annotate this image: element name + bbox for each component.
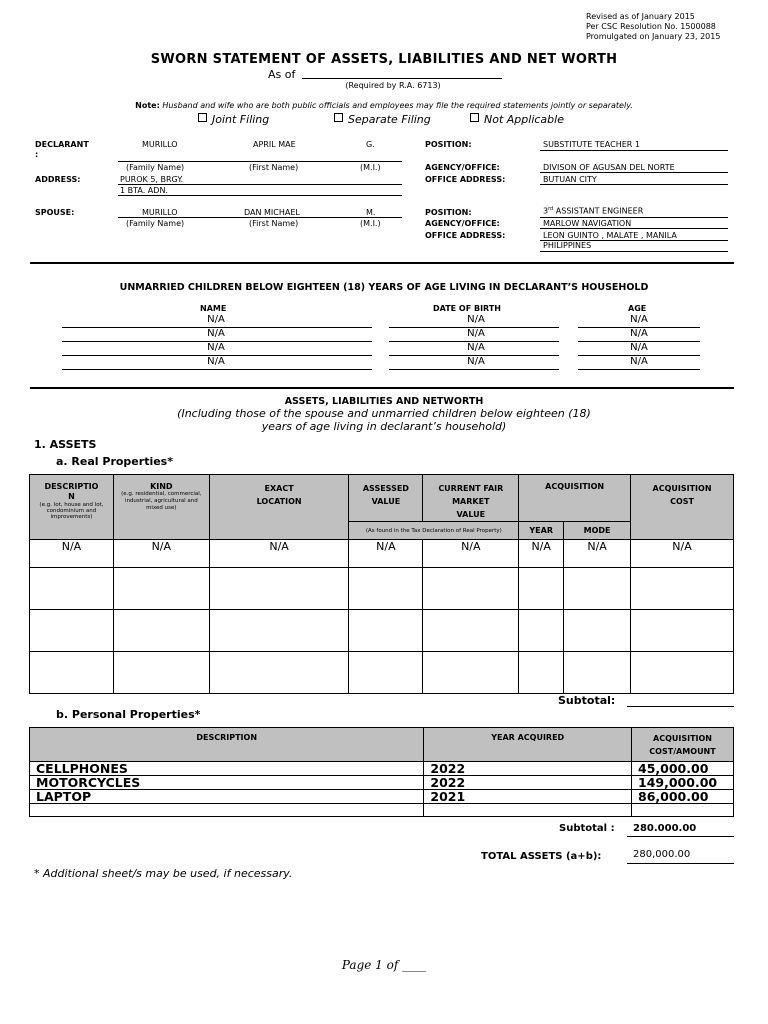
children-name-header: NAME: [200, 304, 227, 313]
address-line-1: PUROK 5, BRGY.: [120, 175, 184, 184]
rp-description-b: N: [68, 492, 75, 501]
total-assets-label: TOTAL ASSETS (a+b):: [481, 851, 602, 862]
pp-cell-cost: 149,000.00: [632, 776, 734, 790]
spouse-position-prefix: 3: [543, 206, 549, 216]
rp-location-header: [209, 475, 349, 540]
children-age-header: AGE: [628, 304, 647, 313]
pp-cost-2: COST/AMOUNT: [649, 747, 716, 756]
total-assets-line: [627, 863, 734, 864]
declarant-colon: :: [35, 150, 39, 159]
spouse-mi-caption: (M.I.): [360, 219, 381, 228]
child-age-cell: N/A: [630, 328, 648, 339]
declarant-office-address: BUTUAN CITY: [543, 175, 597, 184]
revision-info: [586, 12, 720, 42]
page-title: SWORN STATEMENT OF ASSETS, LIABILITIES AND NET WORTH: [150, 52, 618, 67]
table-row: [30, 652, 734, 694]
child-row-line: [578, 369, 700, 370]
child-name-cell: N/A: [207, 356, 225, 367]
child-name-cell: N/A: [207, 328, 225, 339]
rp-cost-1: ACQUISITION: [652, 484, 712, 493]
office-address-label: OFFICE ADDRESS:: [425, 175, 506, 184]
spouse-position: [543, 206, 643, 216]
rp-assessed-1: ASSESSED: [362, 484, 409, 493]
joint-filing-option[interactable]: [198, 113, 269, 126]
section-divider: [30, 262, 734, 264]
rp-cell-assessed: N/A: [349, 540, 423, 568]
pp-subtotal-value: 280.000.00: [633, 823, 697, 834]
declarant-first-name: APRIL MAE: [253, 140, 296, 149]
rp-cost-header: [631, 475, 734, 540]
child-row-line: [389, 369, 559, 370]
spouse-family-name-caption: (Family Name): [126, 219, 185, 228]
spouse-office-address-label: OFFICE ADDRESS:: [425, 231, 506, 240]
spouse-agency-label: AGENCY/OFFICE:: [425, 219, 500, 228]
spouse-office-address-2: PHILIPPINES: [543, 241, 592, 250]
child-age-cell: N/A: [630, 356, 648, 367]
rp-cell-year: N/A: [519, 540, 564, 568]
rp-description-a: DESCRIPTIO: [44, 482, 99, 491]
rp-cell-description: N/A: [30, 540, 114, 568]
note-label: Note:: [135, 101, 160, 110]
table-row: [30, 540, 734, 568]
rp-year-header: YEAR: [519, 522, 564, 540]
separate-filing-label: Separate Filing: [348, 113, 431, 126]
pp-cell-year: 2022: [424, 762, 632, 776]
children-dob-header: DATE OF BIRTH: [433, 304, 501, 313]
spouse-position-line: [540, 217, 728, 218]
mi-caption: (M.I.): [360, 163, 381, 172]
pp-subtotal-label: Subtotal :: [559, 823, 615, 834]
rp-acquisition-label: ACQUISITION: [545, 482, 605, 491]
spouse-office-address-line: [540, 251, 728, 252]
checkbox-icon[interactable]: [334, 113, 343, 122]
rp-kind-note: (e.g. residential, commercial, industrial, agricultural and mixed use): [121, 491, 202, 511]
rp-fmv-3: VALUE: [456, 510, 486, 519]
child-dob-cell: N/A: [467, 356, 485, 367]
rp-cost-2: COST: [670, 497, 694, 506]
child-dob-cell: N/A: [467, 342, 485, 353]
spouse-first-name: DAN MICHAEL: [244, 208, 300, 217]
address-line: [118, 195, 402, 196]
checkbox-icon[interactable]: [470, 113, 479, 122]
child-name-cell: N/A: [207, 342, 225, 353]
table-row: [30, 804, 734, 817]
rp-acquisition-header: [519, 475, 631, 522]
table-row: [30, 610, 734, 652]
real-properties-heading: a. Real Properties*: [56, 455, 173, 468]
rp-description-header: [30, 475, 114, 540]
address-label: ADDRESS:: [35, 175, 81, 184]
rp-cell-location: N/A: [209, 540, 349, 568]
required-by: (Required by R.A. 6713): [345, 81, 441, 90]
checkbox-icon[interactable]: [198, 113, 207, 122]
child-dob-cell: N/A: [467, 314, 485, 325]
spouse-agency-line: [540, 228, 728, 229]
children-section-title: UNMARRIED CHILDREN BELOW EIGHTEEN (18) YEARS OF AGE LIVING IN DECLARANT’S HOUSEHOLD: [119, 282, 649, 293]
alnw-subtitle-1: (Including those of the spouse and unmarried children below eighteen (18): [177, 407, 591, 420]
declarant-position: SUBSTITUTE TEACHER 1: [543, 140, 640, 149]
pp-year-header: YEAR ACQUIRED: [424, 728, 632, 762]
pp-cell-description: LAPTOP: [30, 790, 424, 804]
agency-line: [540, 172, 728, 173]
assets-heading: 1. ASSETS: [34, 438, 97, 451]
spouse-first-name-caption: (First Name): [249, 219, 299, 228]
personal-properties-heading: b. Personal Properties*: [56, 708, 201, 721]
rp-fmv-1: CURRENT FAIR: [438, 484, 504, 493]
as-of-label: As of: [268, 68, 296, 81]
table-row: [30, 762, 734, 776]
rp-cell-cost: N/A: [631, 540, 734, 568]
declarant-agency: DIVISON OF AGUSAN DEL NORTE: [543, 163, 675, 172]
table-row: [30, 790, 734, 804]
office-address-line: [540, 184, 728, 185]
address-line: [118, 184, 402, 185]
spouse-position-rest: ASSISTANT ENGINEER: [553, 206, 644, 216]
rp-subtotal-field[interactable]: [627, 706, 734, 707]
family-name-caption: (Family Name): [126, 163, 185, 172]
pp-subtotal-line: [627, 836, 734, 837]
child-age-cell: N/A: [630, 314, 648, 325]
table-row: [30, 568, 734, 610]
joint-filing-label: Joint Filing: [212, 113, 270, 126]
declarant-label: DECLARANT: [35, 140, 89, 149]
table-row: [30, 776, 734, 790]
pp-cost-header: [632, 728, 734, 762]
child-age-cell: N/A: [630, 342, 648, 353]
rp-cell-mode: N/A: [564, 540, 631, 568]
rp-fmv-header: [423, 475, 519, 522]
promulgated-date: Promulgated on January 23, 2015: [586, 32, 721, 41]
rp-kind-header: [113, 475, 209, 540]
rp-assessed-header: [349, 475, 423, 522]
rp-fmv-2: MARKET: [452, 497, 490, 506]
page-footer: Page 1 of ____: [341, 958, 427, 972]
spouse-position-label: POSITION:: [425, 208, 472, 217]
additional-sheet-note: * Additional sheet/s may be used, if necessary.: [34, 867, 293, 880]
spouse-label: SPOUSE:: [35, 208, 75, 217]
pp-cell-year: 2021: [424, 790, 632, 804]
csc-resolution: Per CSC Resolution No. 1500088: [586, 22, 716, 31]
pp-cell-cost: 86,000.00: [632, 790, 734, 804]
rp-description-note: (e.g. lot, house and lot, condominium and improvements): [39, 502, 104, 520]
address-line-2: 1 BTA. ADN.: [120, 186, 168, 195]
alnw-subtitle-2: years of age living in declarant’s household): [261, 420, 507, 433]
as-of-date-field[interactable]: [302, 78, 502, 79]
spouse-name-line: [118, 217, 402, 218]
alnw-title: ASSETS, LIABILITIES AND NETWORTH: [284, 396, 484, 407]
pp-cell-year: 2022: [424, 776, 632, 790]
pp-cost-1: ACQUISITION: [653, 734, 713, 743]
child-name-cell: N/A: [207, 314, 225, 325]
rp-subtotal-label: Subtotal:: [558, 694, 616, 707]
revised-date: Revised as of January 2015: [586, 12, 695, 21]
pp-cell-description: MOTORCYCLES: [30, 776, 424, 790]
child-dob-cell: N/A: [467, 328, 485, 339]
rp-location-1: EXACT: [264, 484, 294, 493]
spouse-position-sup: rd: [548, 206, 554, 212]
agency-label: AGENCY/OFFICE:: [425, 163, 500, 172]
rp-assessed-2: VALUE: [371, 497, 401, 506]
note-text: Husband and wife who are both public officials and employees may file the required statements jointly or separately.: [162, 101, 633, 110]
spouse-family-name: MURILLO: [142, 208, 178, 217]
spouse-agency: MARLOW NAVIGATION: [543, 219, 632, 228]
separate-filing-option[interactable]: [334, 113, 431, 126]
not-applicable-option[interactable]: [470, 113, 564, 126]
declarant-mi: G.: [366, 140, 375, 149]
declarant-family-name: MURILLO: [142, 140, 178, 149]
rp-tax-note: (As found in the Tax Declaration of Real Property): [349, 522, 519, 540]
rp-kind-label: KIND: [150, 482, 173, 491]
total-assets-value: 280,000.00: [633, 849, 691, 860]
rp-mode-header: MODE: [564, 522, 631, 540]
rp-cell-kind: N/A: [113, 540, 209, 568]
pp-description-header: DESCRIPTION: [30, 728, 424, 762]
rp-cell-fmv: N/A: [423, 540, 519, 568]
spouse-office-address-1: LEON GUINTO , MALATE , MANILA: [543, 231, 677, 240]
rp-location-2: LOCATION: [256, 497, 302, 506]
position-line: [540, 150, 728, 151]
spouse-mi: M.: [366, 208, 376, 217]
pp-cell-description: CELLPHONES: [30, 762, 424, 776]
personal-properties-table: [29, 727, 734, 817]
note: [0, 101, 768, 110]
section-divider: [30, 387, 734, 389]
real-properties-table: [29, 474, 734, 694]
first-name-caption: (First Name): [249, 163, 299, 172]
declarant-name-line: [118, 161, 402, 162]
child-row-line: [62, 369, 372, 370]
position-label: POSITION:: [425, 140, 472, 149]
not-applicable-label: Not Applicable: [484, 113, 564, 126]
pp-cell-cost: 45,000.00: [632, 762, 734, 776]
